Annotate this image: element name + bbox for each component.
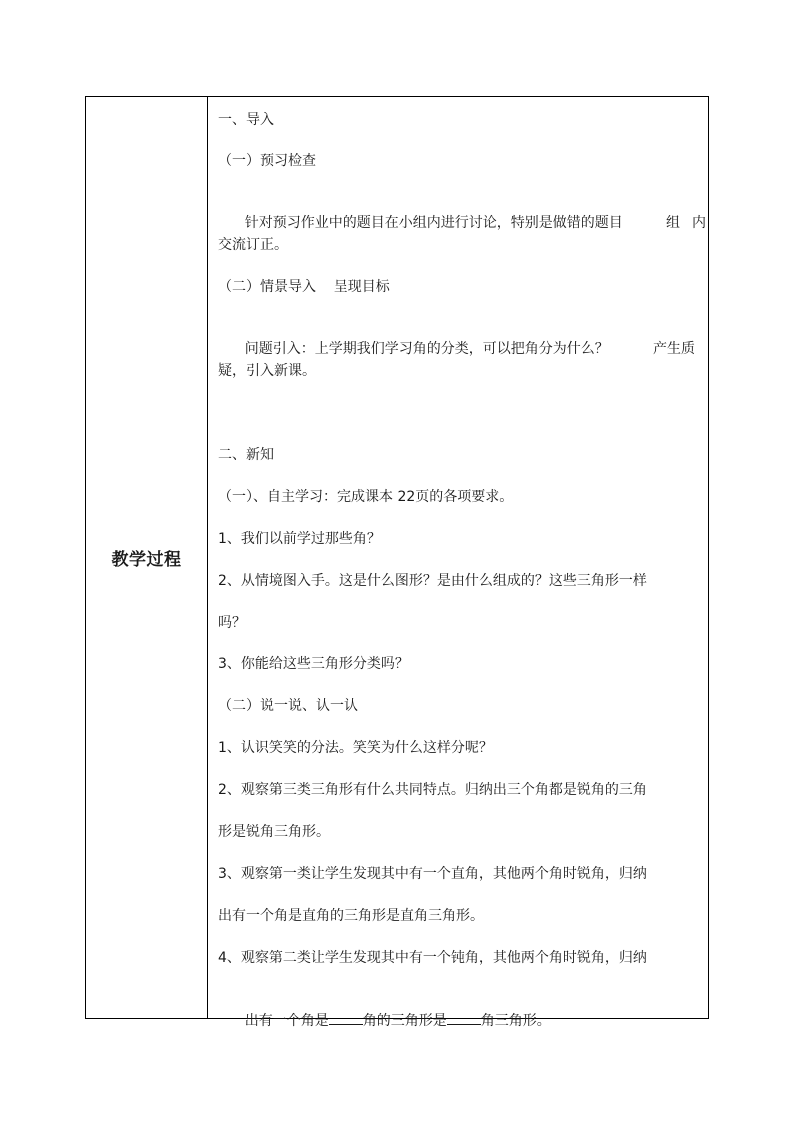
text-line bbox=[218, 193, 706, 253]
text-line: 1、我们以前学过那些角？ bbox=[218, 531, 381, 547]
text-segment: 出有一个角是 bbox=[244, 1013, 329, 1029]
subheading-self-study: （一）、自主学习：完成课本 22页的各项要求。 bbox=[218, 489, 514, 505]
subheading-scenario: （二）情景导入 呈现目标 bbox=[218, 279, 390, 295]
text-line: 交流订正。 bbox=[218, 237, 288, 253]
text-line: 疑，引入新课。 bbox=[218, 363, 316, 379]
section-label: 教学过程 bbox=[111, 550, 182, 570]
content-cell bbox=[208, 97, 708, 1029]
text-line: 4、观察第二类让学生发现其中有一个钝角，其他两个角时锐角，归纳 bbox=[218, 950, 647, 966]
section-label-cell bbox=[86, 97, 208, 1018]
text-line: 3、你能给这些三角形分类吗？ bbox=[218, 656, 409, 672]
text-segment: 组 bbox=[666, 215, 680, 231]
text-segment: 产生质 bbox=[653, 341, 695, 357]
text-line: 2、观察第三类三角形有什么共同特点。归纳出三个角都是锐角的三角 bbox=[218, 782, 647, 798]
text-segment: 角三角形。 bbox=[480, 1013, 551, 1029]
heading-new-knowledge: 二、新知 bbox=[218, 447, 274, 463]
text-line bbox=[218, 990, 551, 1051]
text-line: 形是锐角三角形。 bbox=[218, 824, 330, 840]
subheading-discuss: （二）说一说、认一认 bbox=[218, 698, 358, 714]
text-segment: 针对预习作业中的题目在小组内进行讨论，特别是做错的题目 bbox=[244, 215, 623, 231]
fill-blank[interactable] bbox=[447, 1010, 481, 1025]
heading-intro: 一、导入 bbox=[218, 112, 274, 128]
text-segment: 角的三角形是 bbox=[362, 1013, 447, 1029]
text-line: 2、从情境图入手。这是什么图形？是由什么组成的？这些三角形一样 bbox=[218, 573, 647, 589]
text-segment: 内 bbox=[692, 215, 706, 231]
text-segment: 问题引入：上学期我们学习角的分类，可以把角分为什么？ bbox=[244, 341, 609, 357]
text-line: 1、认识笑笑的分法。笑笑为什么这样分呢？ bbox=[218, 740, 493, 756]
fill-blank[interactable] bbox=[329, 1010, 363, 1025]
text-line: 吗？ bbox=[218, 615, 246, 631]
lesson-table bbox=[85, 96, 709, 1029]
subheading-preview: （一）预习检查 bbox=[218, 153, 316, 169]
text-line: 出有一个角是直角的三角形是直角三角形。 bbox=[218, 908, 484, 924]
text-line: 3、观察第一类让学生发现其中有一个直角，其他两个角时锐角，归纳 bbox=[218, 866, 647, 882]
